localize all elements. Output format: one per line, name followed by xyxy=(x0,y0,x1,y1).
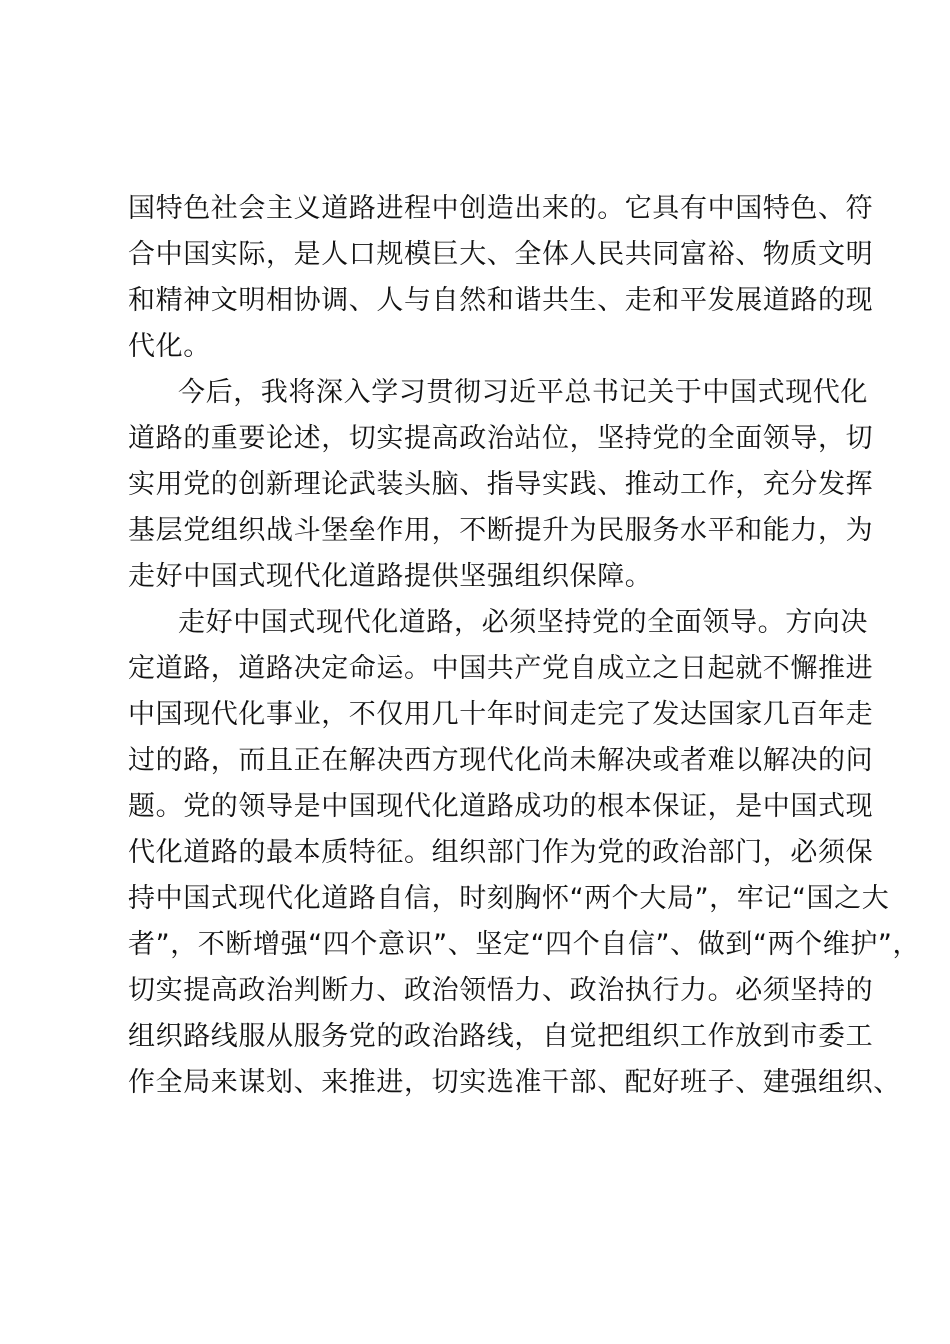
text-line: 合中国实际，是人口规模巨大、全体人民共同富裕、物质文明 xyxy=(128,239,874,270)
paragraph-2 xyxy=(128,370,874,600)
text-line: 定道路，道路决定命运。中国共产党自成立之日起就不懈推进 xyxy=(128,653,874,684)
text-line: 走好中国式现代化道路，必须坚持党的全面领导。方向决 xyxy=(178,607,868,638)
text-line: 国特色社会主义道路进程中创造出来的。它具有中国特色、符 xyxy=(128,193,874,224)
paragraph-1 xyxy=(128,186,874,370)
text-line: 持中国式现代化道路自信，时刻胸怀“两个大局”，牢记“国之大 xyxy=(128,883,890,914)
text-line: 实用党的创新理论武装头脑、指导实践、推动工作，充分发挥 xyxy=(128,469,874,500)
text-line: 作全局来谋划、来推进，切实选准干部、配好班子、建强组织、 xyxy=(128,1067,901,1098)
text-line: 代化。 xyxy=(128,331,211,362)
text-line: 过的路，而且正在解决西方现代化尚未解决或者难以解决的问 xyxy=(128,745,874,776)
text-line: 切实提高政治判断力、政治领悟力、政治执行力。必须坚持的 xyxy=(128,975,874,1006)
text-line: 走好中国式现代化道路提供坚强组织保障。 xyxy=(128,561,653,592)
text-line: 题。党的领导是中国现代化道路成功的根本保证，是中国式现 xyxy=(128,791,874,822)
text-line: 中国现代化事业，不仅用几十年时间走完了发达国家几百年走 xyxy=(128,699,874,730)
text-line: 者”，不断增强“四个意识”、坚定“四个自信”、做到“两个维护”， xyxy=(128,929,921,960)
text-line: 今后，我将深入学习贯彻习近平总书记关于中国式现代化 xyxy=(178,377,868,408)
text-line: 和精神文明相协调、人与自然和谐共生、走和平发展道路的现 xyxy=(128,285,874,316)
paragraph-3 xyxy=(128,600,921,1106)
text-line: 组织路线服从服务党的政治路线，自觉把组织工作放到市委工 xyxy=(128,1021,874,1052)
text-line: 道路的重要论述，切实提高政治站位，坚持党的全面领导，切 xyxy=(128,423,874,454)
text-line: 基层党组织战斗堡垒作用，不断提升为民服务水平和能力，为 xyxy=(128,515,874,546)
text-line: 代化道路的最本质特征。组织部门作为党的政治部门，必须保 xyxy=(128,837,874,868)
document-body xyxy=(128,186,921,1106)
